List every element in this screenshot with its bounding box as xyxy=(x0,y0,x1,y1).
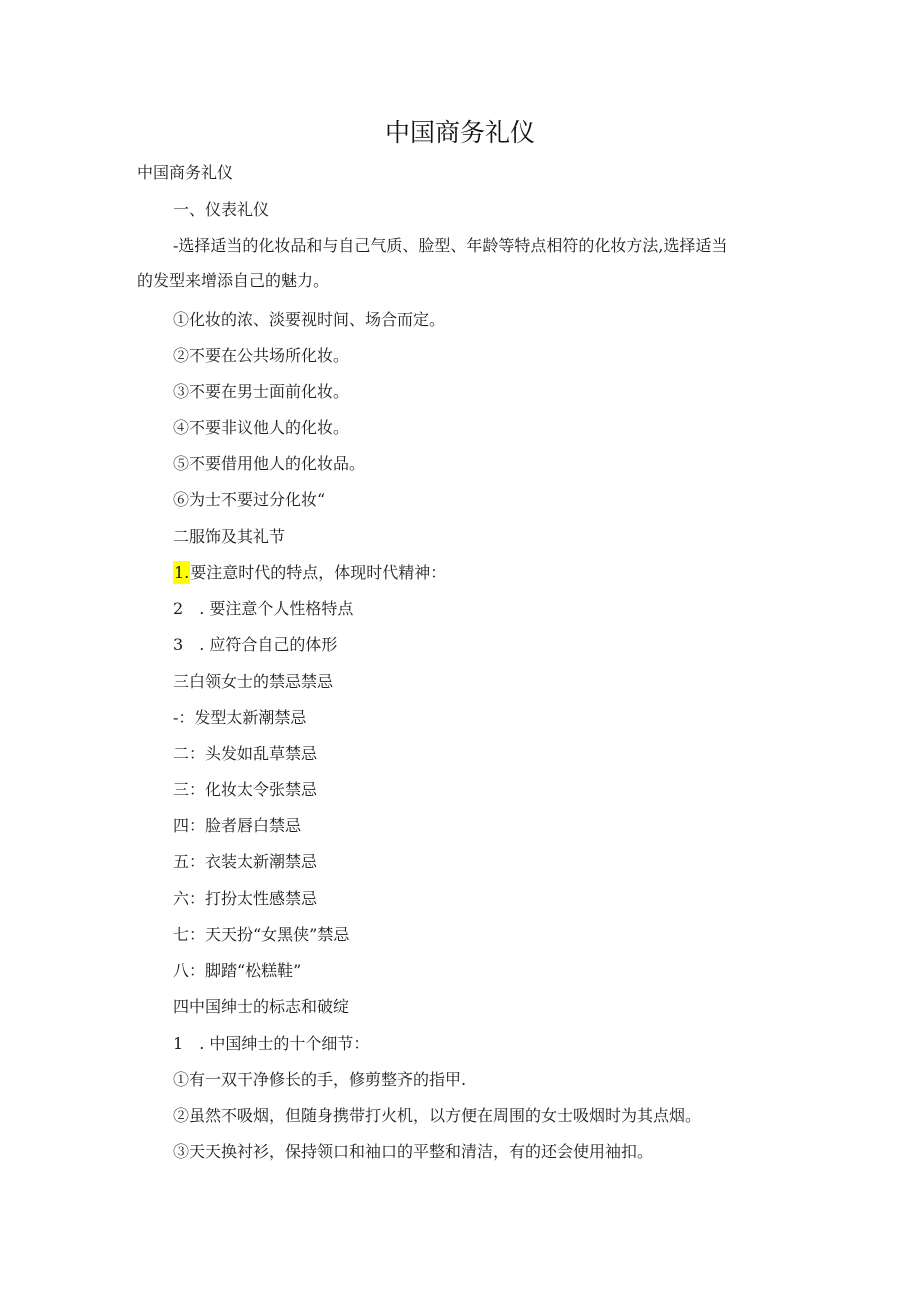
list-item xyxy=(173,560,446,586)
list-item: 四：脸者唇白禁忌 xyxy=(173,816,302,835)
list-item: 五：衣装太新潮禁忌 xyxy=(173,852,318,871)
section-heading-appearance: 一、仪表礼仪 xyxy=(173,200,270,219)
list-item: 二：头发如乱草禁忌 xyxy=(173,744,318,763)
section-heading-clothing: 二服饰及其礼节 xyxy=(173,527,286,546)
list-item: -：发型太新潮禁忌 xyxy=(173,708,307,727)
list-number: 1 xyxy=(173,1034,184,1053)
section-heading-gentleman: 四中国绅士的标志和破绽 xyxy=(173,997,350,1016)
list-item: ①化妆的浓、淡要视时间、场合而定。 xyxy=(173,310,446,329)
subsection-heading xyxy=(173,1031,369,1057)
list-item: 六：打扮太性感禁忌 xyxy=(173,889,318,908)
list-item: ⑥为士不要过分化妆“ xyxy=(173,490,326,509)
list-item: ②不要在公共场所化妆。 xyxy=(173,346,350,365)
list-item: 三：化妆太令张禁忌 xyxy=(173,780,318,799)
document-title: 中国商务礼仪 xyxy=(384,118,535,147)
list-item: ③不要在男士面前化妆。 xyxy=(173,382,350,401)
paragraph-intro-line-1: -选择适当的化妆品和与自己气质、脸型、年龄等特点相符的化妆方法,选择适当 xyxy=(173,236,728,255)
list-item: 八：脚踏“松糕鞋” xyxy=(173,961,302,980)
document-subtitle: 中国商务礼仪 xyxy=(137,163,234,182)
list-number: 2 xyxy=(173,599,184,618)
list-item xyxy=(173,632,337,658)
paragraph-intro-line-2: 的发型来增添自己的魅力。 xyxy=(137,271,330,290)
subsection-heading-text: . 中国绅士的十个细节： xyxy=(199,1034,370,1053)
list-item: ③天天换衬衫，保持领口和袖口的平整和清洁，有的还会使用袖扣。 xyxy=(173,1142,654,1161)
list-item xyxy=(173,596,353,622)
list-number: 3 xyxy=(173,635,184,654)
list-item-text: . 要注意个人性格特点 xyxy=(199,599,354,618)
list-item: ④不要非议他人的化妆。 xyxy=(173,418,350,437)
list-item-text: . 应符合自己的体形 xyxy=(199,635,338,654)
list-item: ①有一双干净修长的手，修剪整齐的指甲. xyxy=(173,1070,467,1089)
highlighted-number: 1. xyxy=(174,563,190,582)
list-item-text: 要注意时代的特点，体现时代精神： xyxy=(190,563,447,582)
list-item: ②虽然不吸烟，但随身携带打火机，以方便在周围的女士吸烟时为其点烟。 xyxy=(173,1106,702,1125)
list-item: 七：天天扮“女黑侠”禁忌 xyxy=(173,925,350,944)
section-heading-taboos: 三白领女士的禁忌禁忌 xyxy=(173,672,334,691)
list-item: ⑤不要借用他人的化妆品。 xyxy=(173,454,366,473)
